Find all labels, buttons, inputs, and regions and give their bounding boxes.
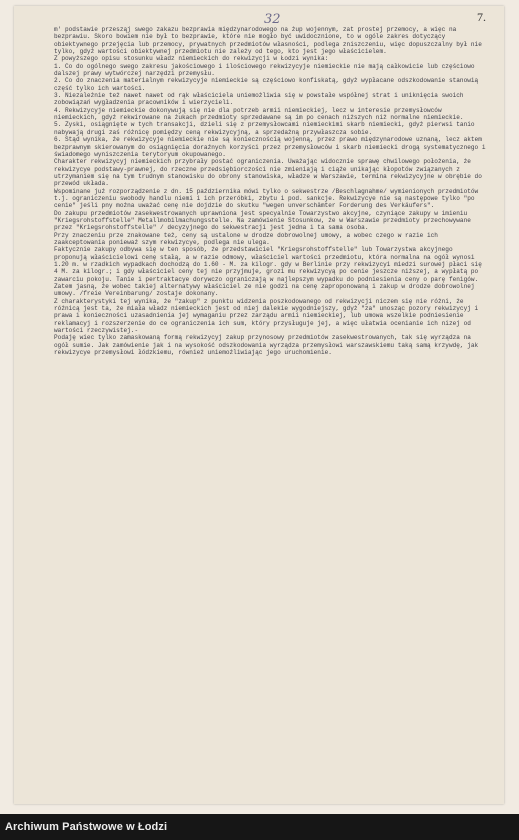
document-page xyxy=(14,6,504,804)
paragraph: Z powyższego opisu stosunku władz niemieckich do rekwizycji w Łodzi wynika: xyxy=(54,55,329,63)
paragraph: Wspominane już rozporządzenie z dn. 15 października mówi tylko o sekwestrze /Beschlagnahme/ wymienionych przedmiotów t.j. ograniczeniu swobody handlu niemi i ich przeróbki, zbytu i pod. sankcje. Rekwizycye nie są następowe tylko "po cenie" jeśli pny można uważać cenę nie dojdzie do skutku "wegen unverschämter Forderung des Verkäufers". xyxy=(54,187,482,210)
paragraph: 2. Co do znaczenia materialnym rekwizycyje niemieckie są częściowo konfiskatą, gdyż wypłacane odszkodowanie stanowią część tylko ich wartości. xyxy=(54,77,482,92)
archive-label: Archiwum Państwowe w Łodzi xyxy=(5,821,168,833)
paragraph: Z charakterystyki tej wynika, że "zakup" z punktu widzenia poszkodowanego od rekwizycji niczem się nie różni, że różnicą jest ta, że miała władz niemieckich jest od niej dalekie wygodniejszy, gdyż "za" unosząc pozory rekwizycyj i prawa i konieczności uzasadnienia jej wymaganiu przez zarządu armii niemieckiej, lub umowa wszelkie podniesienie reklamacyj i rozszerzenie do ce ograniczenia ich sum, który przysługuje jej, a więc ułatwia ocenianie ich nizej od wartości rzeczywistej.- xyxy=(54,297,482,335)
handwritten-page-mark: 32 xyxy=(264,12,281,27)
paragraph: 4. Rekwizycyje niemieckie dokonywują się nie dla potrzeb armii niemieckiej, lecz w interesie przemysłowców niemieckich, gdyż rekwirowane na żukach przedmioty sprzedawane są im po cenach niższych niż normalne niemieckie. xyxy=(54,106,464,122)
paragraph: Charakter rekwizycyj niemieckich przybrały postać ograniczenia. Uważając widocznie sprawę chwilowego położenia, że rekwizycye podstawy-prawnej, do rzeczne przedsiębiorczości nie zmieniają i ciąże unikając kłopotów związanych z utrzymaniem się na tym trudnym stanowisku do obrony stanowiska, władze w Warszawie, termina rekwizycyjne w obrębie do przewód układa. xyxy=(54,158,486,188)
paragraph: 1. Co do ogólnego swego zakresu jakościowego i ilościowego rekwizycyje niemieckie nie mają całkowicie lub częściowo dalszej prawy wytwórczej narzędzi przemysłu. xyxy=(54,62,479,78)
paragraph: 6. Stąd wynika, że rekwizycyje niemieckie nie są koniecznością wojenną, przez prawo międzynarodowe uznaną, lecz aktem bezprawnym skierowanym do osiągnięcia doraźnych korzyści przez przemysłowców i skarb niemiecki drogą systematycznego i świadomego wyniszczenia terytoryum okupowanego. xyxy=(54,136,490,158)
paragraph: 3. Niezależnie też nawet nawet od rąk właściciela uniemożliwia się w powstałe współnej strat i uniknięcia swoich zobowiązań wygładzenia pracowników i wierzycieli. xyxy=(54,92,468,107)
paragraph: 5. Zyski, osiągnięte w tych transakcji, dzieli się z przemysłowcami niemieckimi skarb niemiecki, gdyż pierwsi tanio nabywają drugi zaś różnicę pomiędzy ceną rekwizycyjną, a sprzedażną przywłaszcza sobie. xyxy=(54,121,479,136)
paragraph: Do zakupu przedmiotów zasekwestrowanych uprawniona jest specyalnie Towarzystwo akcyjne, czyniące zakupy w imieniu "Kriegsrohstoffstelle" Metallmobilmachungsstelle. Na zamówienie Stosunkow, że w Warszawie przedmioty przechowywane przez "Kriegsrohstoffstelle" / decyzyjnego do sekwestracji jest jedna i ta sama osoba. xyxy=(54,209,475,232)
paragraph: Podaję wiec tylko zamaskowaną formą rekwizycyj zakup przynosowy przedmiotów zasekwestrowanych, tak się wyrządza na ogół sumie. Jak zamówienie jak i na wysokość odszkodowania wyrządza przemysłowi warszawskiemu taką samą krzywdę, jak rekwizycye przemysłowi łódzkiemu, również uniemożliwiając jego uruchomienie. xyxy=(54,334,482,357)
paragraph: m' podstawie przesząj swego zakazu bezprawia międzynarodowego na żup wojennym, zat prostej przemocy, a więc na bezprawiu. Skoro bowiem nie był to bezprawie, które nie mogło być uwidocznione, to w ogóle zakres dotyczący obiektywnego przejęcia lub przemocy, prywatnych przedmiotów własności, podlega zniszczeniu, więc dopuszczalny był nie tylko, gdyż wartości obiektywnej przedmiotu nie zależy od tego, kto jest jego właścicielem. xyxy=(54,26,486,56)
paragraph: Przy znaczeniu prze znakowane też, ceny są ustalone w drodze dobrowolnej umowy, a wobec czego w razie ich zaakceptowania ponieważ szym rekwizycye, podlega nie ulega. xyxy=(54,231,442,246)
archive-footer xyxy=(0,814,519,840)
typewritten-text xyxy=(54,26,490,794)
paragraph: Faktycznie zakupy odbywa się w ten sposób, że przedstawiciel "Kriegsrohstoffstelle" lub Towarzystwa akcyjnego proponują właścicielowi cenę stałą, a w razie odmowy, właściciel wartości przedmiotu, która normalna na ogół wynosi 1.20 m. w rzadkich wypadkach dochodzą do 1.60 - M. za kilogr. gdy w Berlinie przy rekwizycyi miedzi surowej płaci się 4 M. za kilogr.; i gdy właściciel ceny tej nie przyjmuje, grozi mu rekwizycyą po cenie jeszcze niższej, a wypłatą po zawarciu pokoju. Tanie i pertraktacye dorywczo ograniczają w najlepszym wypadku do podniesienia ceny o parę fenigów. Zatem jasną, że wobec takiej alternatywy właściciel ze nie godzi na cenę zaproponowaną i zakup w drodze dobrowolnej umowy. /freie Vereinbarung/ zostaje dokonany. xyxy=(54,246,486,298)
page-number: 7. xyxy=(477,10,486,24)
